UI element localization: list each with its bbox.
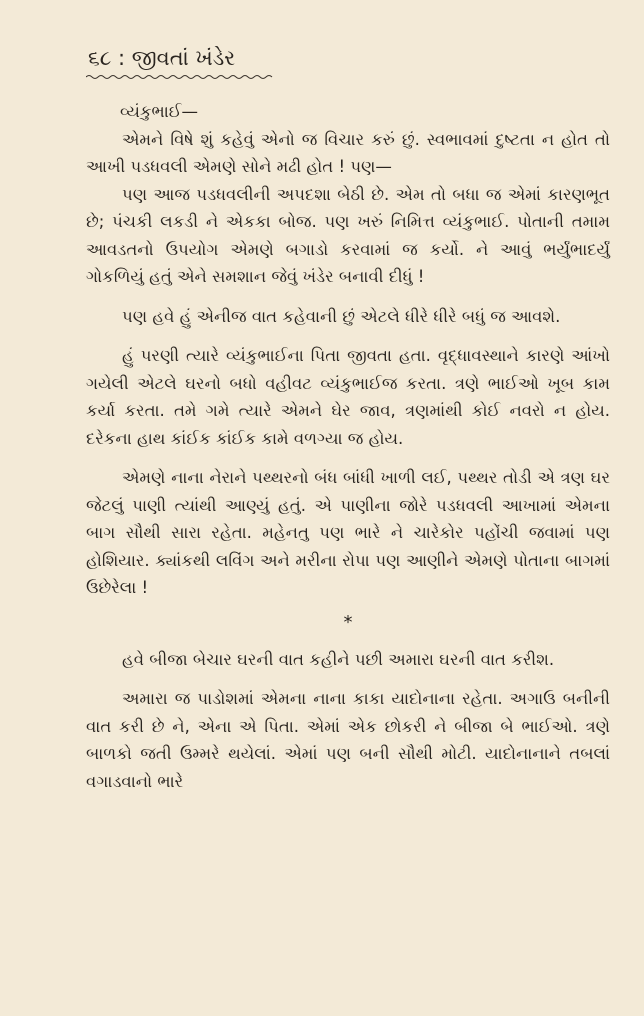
running-header xyxy=(88,44,235,72)
paragraph: હું પરણી ત્યારે વ્યંકુભાઈના પિતા જીવતા હતા. વૃદ્ધાવસ્થાને કારણે આંખો ગયેલી એટલે ઘરનો બધો વહીવટ વ્યંકુભાઈજ કરતા. ત્રણે ભાઈઓ ખૂબ કામ કર્યા કરતા. તમે ગમે ત્યારે એમને ઘેર જાવ, ત્રણમાંથી કોઈ નવરો ન હોય. દરેકના હાથ કાંઈક કાંઈક કામે વળગ્યા જ હોય. xyxy=(86,346,610,448)
header-separator: : xyxy=(118,46,126,70)
paragraph: હવે બીજા બેચાર ઘરની વાત કહીને પછી અમારા ઘરની વાત કરીશ. xyxy=(122,649,555,669)
speaker-line: વ્યંકુભાઈ— xyxy=(120,102,198,121)
paragraph: એમણે નાના નેરાને પથ્થરનો બંધ બાંધી ખાળી લઈ, પથ્થર તોડી એ ત્રણ ઘર જેટલું પાણી ત્યાંથી આણ્યું હતું. એ પાણીના જોરે પડધવલી આખામાં એમના બાગ સૌથી સારા રહેતા. મહેનતુ પણ ભારે ને ચારેકોર પહોંચી જવામાં પણ હોશિયાર. ક્યાંકથી લવિંગ અને મરીના રોપા પણ આણીને એમણે પોતાના બાગમાં ઉછેરેલા ! xyxy=(86,468,610,597)
header-wavy-rule xyxy=(86,74,274,80)
paragraph: અમારા જ પાડોશમાં એમના નાના કાકા યાદોનાના રહેતા. અગાઉ બનીની વાત કરી છે ને, એના એ પિતા. એમાં એક છોકરી ને બીજા બે ભાઈઓ. ત્રણે બાળકો જતી ઉમ્મરે થયેલાં. એમાં પણ બની સૌથી મોટી. યાદોનાનાને તબલાં વગાડવાનો ભારે xyxy=(86,689,611,791)
section-separator: * xyxy=(343,611,353,633)
page-number: ૬૮ xyxy=(88,46,112,70)
chapter-title: જીવતાં ખંડેર xyxy=(131,46,236,70)
paragraph: એમને વિષે શું કહેવું એનો જ વિચાર કરું છું. સ્વભાવમાં દુષ્ટતા ન હોત તો આખી પડધવલી એમણે સોને મઢી હોત ! પણ— xyxy=(86,129,610,176)
paragraph: પણ હવે હું એનીજ વાત કહેવાની છું એટલે ધીરે ધીરે બધું જ આવશે. xyxy=(122,306,561,326)
paragraph: પણ આજ પડધવલીની અપદશા બેઠી છે. એમ તો બધા જ એમાં કારણભૂત છે; પંચકી લકડી ને એકકા બોજ. પણ ખરું નિમિત્ત વ્યંકુભાઈ. પોતાની તમામ આવડતનો ઉપયોગ એમણે બગાડો કરવામાં જ કર્યો. ને આવું ભર્યુંભાદર્યું ગોકળિયું હતું એને સમશાન જેવું ખંડેર બનાવી દીધું ! xyxy=(86,184,610,286)
body-text xyxy=(86,98,610,795)
